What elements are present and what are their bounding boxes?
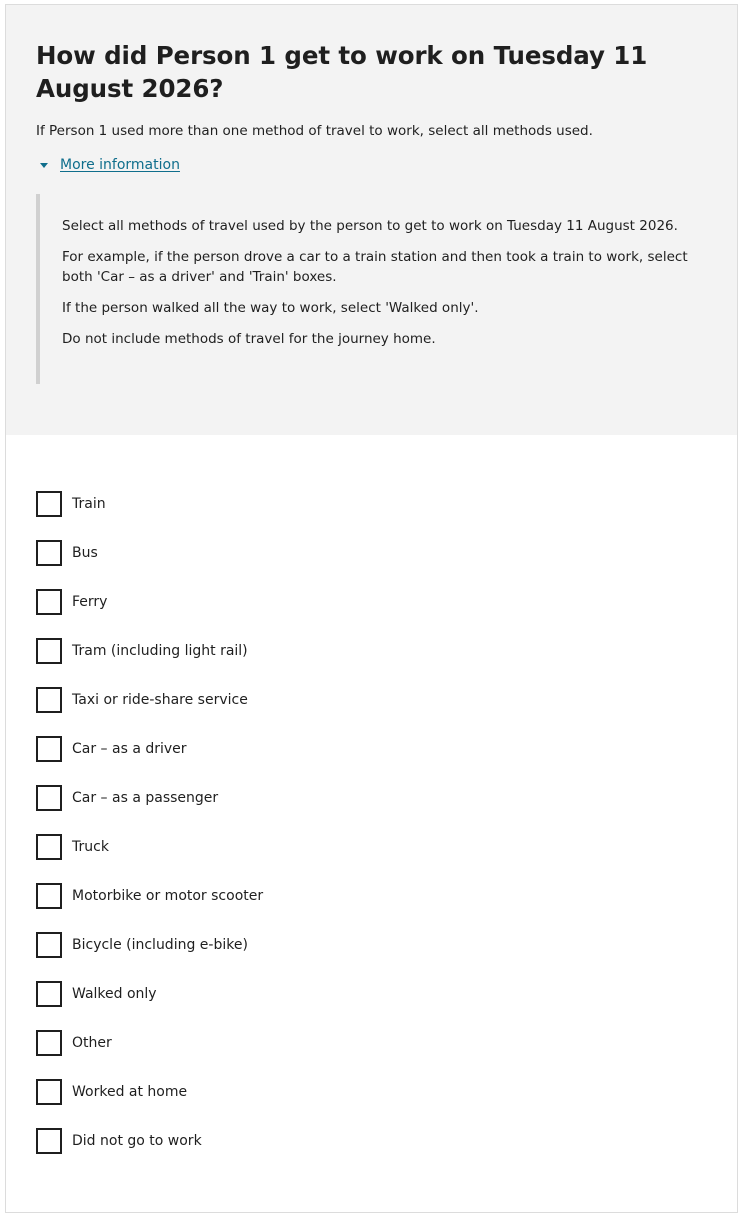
- checkbox-bicycle[interactable]: [36, 932, 62, 958]
- option-motorbike[interactable]: [36, 871, 737, 920]
- checkbox-bus[interactable]: [36, 540, 62, 566]
- option-truck[interactable]: [36, 822, 737, 871]
- option-bicycle[interactable]: [36, 920, 737, 969]
- option-label[interactable]: Motorbike or motor scooter: [72, 887, 264, 904]
- option-ferry[interactable]: [36, 577, 737, 626]
- checkbox-other[interactable]: [36, 1030, 62, 1056]
- option-label[interactable]: Walked only: [72, 985, 157, 1002]
- option-tram[interactable]: [36, 626, 737, 675]
- more-information-toggle[interactable]: [36, 157, 180, 173]
- question-hint: If Person 1 used more than one method of travel to work, select all methods used.: [36, 123, 593, 139]
- question-title: How did Person 1 get to work on Tuesday 11 August 2026?: [36, 41, 648, 103]
- checkbox-train[interactable]: [36, 491, 62, 517]
- option-car-driver[interactable]: [36, 724, 737, 773]
- option-label[interactable]: Truck: [72, 838, 109, 855]
- option-worked-at-home[interactable]: [36, 1067, 737, 1116]
- info-paragraph: Select all methods of travel used by the person to get to work on Tuesday 11 August 2026.: [62, 218, 678, 234]
- option-did-not-go-to-work[interactable]: [36, 1116, 737, 1165]
- option-bus[interactable]: [36, 528, 737, 577]
- checkbox-tram[interactable]: [36, 638, 62, 664]
- checkbox-motorbike[interactable]: [36, 883, 62, 909]
- option-label[interactable]: Bus: [72, 544, 98, 561]
- checkbox-walked-only[interactable]: [36, 981, 62, 1007]
- option-car-passenger[interactable]: [36, 773, 737, 822]
- option-train[interactable]: [36, 479, 737, 528]
- option-label[interactable]: Bicycle (including e-bike): [72, 936, 248, 953]
- travel-method-options: [6, 435, 737, 1165]
- info-paragraph: Do not include methods of travel for the journey home.: [62, 331, 436, 347]
- info-paragraph: For example, if the person drove a car to a train station and then took a train to work, select both 'Car – as a driver' and 'Train' boxes.: [62, 249, 688, 285]
- checkbox-taxi[interactable]: [36, 687, 62, 713]
- info-paragraph: If the person walked all the way to work, select 'Walked only'.: [62, 300, 479, 316]
- option-label[interactable]: Tram (including light rail): [72, 642, 248, 659]
- checkbox-worked-at-home[interactable]: [36, 1079, 62, 1105]
- checkbox-car-passenger[interactable]: [36, 785, 62, 811]
- question-header-panel: [6, 5, 737, 435]
- option-label[interactable]: Car – as a driver: [72, 740, 187, 757]
- option-label[interactable]: Taxi or ride-share service: [72, 691, 248, 708]
- option-label[interactable]: Ferry: [72, 593, 108, 610]
- option-label[interactable]: Car – as a passenger: [72, 789, 219, 806]
- option-label[interactable]: Other: [72, 1034, 112, 1051]
- option-walked-only[interactable]: [36, 969, 737, 1018]
- checkbox-did-not-go-to-work[interactable]: [36, 1128, 62, 1154]
- more-information-panel: [36, 194, 707, 384]
- checkbox-truck[interactable]: [36, 834, 62, 860]
- option-other[interactable]: [36, 1018, 737, 1067]
- option-label[interactable]: Train: [72, 495, 106, 512]
- option-label[interactable]: Did not go to work: [72, 1132, 202, 1149]
- checkbox-ferry[interactable]: [36, 589, 62, 615]
- question-card: [5, 4, 738, 1213]
- option-taxi[interactable]: [36, 675, 737, 724]
- checkbox-car-driver[interactable]: [36, 736, 62, 762]
- more-information-link[interactable]: More information: [60, 157, 180, 173]
- caret-down-icon: [40, 163, 48, 168]
- option-label[interactable]: Worked at home: [72, 1083, 188, 1100]
